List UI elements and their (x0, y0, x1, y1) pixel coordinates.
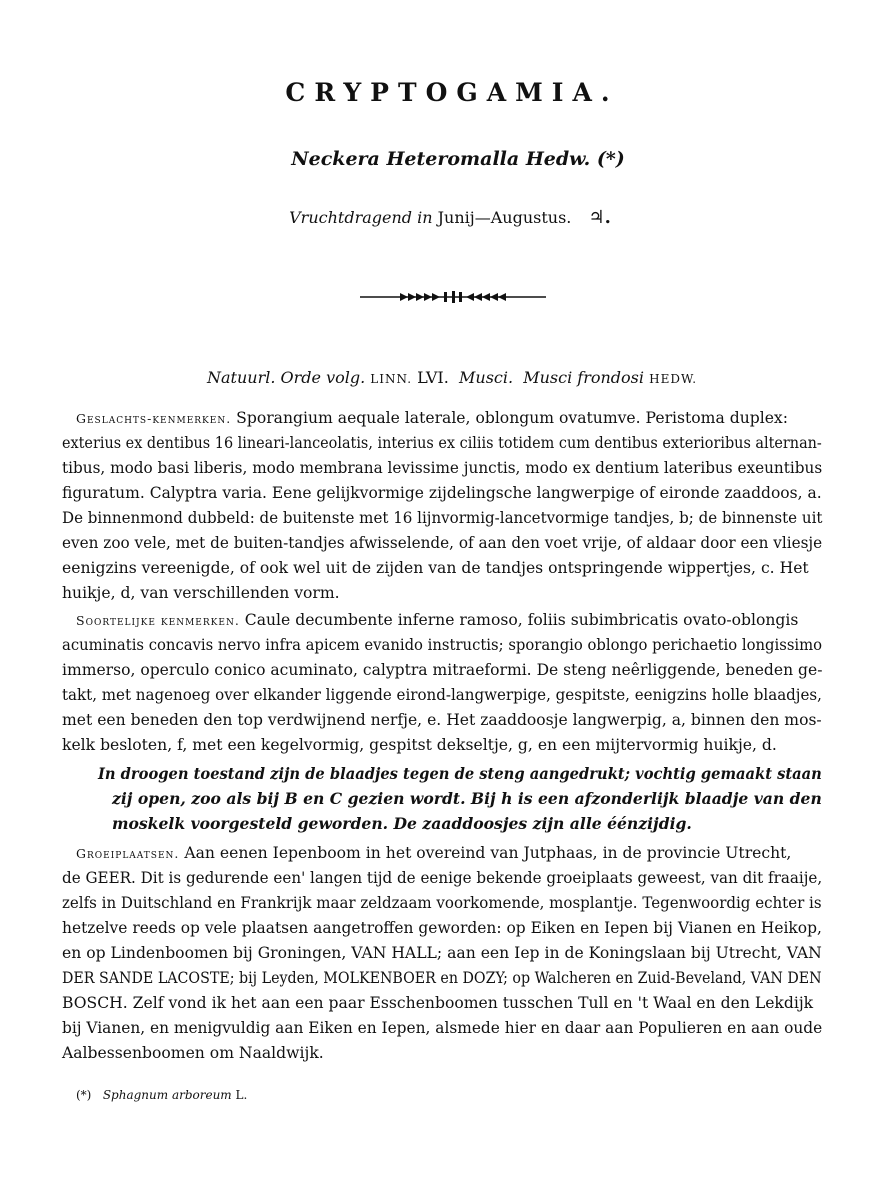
note-line-2: zij open, zoo als bij B en C gezien wordt. Bij h is een afzonderlijk blaadje van den (112, 789, 822, 808)
fruiting-months: Junij—Augustus. (437, 208, 572, 227)
genus-line-2: exterius ex dentibus 16 lineari-lanceolatis, interius ex ciliis totidem cum dentibus exterioribus alternan- (62, 434, 822, 452)
species-heading: Soortelijke kenmerken. (76, 613, 240, 628)
fruiting-period (0, 207, 886, 228)
habitat-heading: Groeiplaatsen. (76, 846, 180, 861)
note-line-3: moskelk voorgesteld geworden. De zaaddoosjes zijn alle éénzijdig. (112, 814, 692, 833)
genus-text: Sporangium aequale laterale, oblongum ovatumve. Peristoma duplex: (236, 409, 788, 427)
habitat-line-3: zelfs in Duitschland en Frankrijk maar zeldzaam voorkomende, mosplantje. Tegenwoordig echter is (62, 894, 822, 912)
species-line-3: immerso, operculo conico acuminato, calyptra mitraeformi. De steng neêrliggende, beneden ge- (62, 661, 823, 679)
genus-line-6: even zoo vele, met de buiten-tandjes afwisselende, of aan den voet vrije, of aldaar door een vliesje (62, 534, 823, 552)
genus-heading: Geslachts-kenmerken. (76, 411, 232, 426)
footnote-mark: (*) (76, 1088, 92, 1102)
habitat-text: Aan eenen Iepenboom in het overeind van Jutphaas, in de provincie Utrecht, (184, 844, 792, 862)
order-author-hedw: HEDW. (649, 372, 698, 386)
genus-line-7: eenigzins vereenigde, of ook wel uit de zijden van de tandjes ontspringende wippertjes, c. Het (62, 559, 809, 577)
page-title: CRYPTOGAMIA. (285, 78, 619, 107)
order-group: Musci. (459, 368, 514, 387)
habitat-line-9: Aalbessenboomen om Naaldwijk. (62, 1044, 324, 1062)
species-line-2: acuminatis concavis nervo infra apicem evanido instructis; sporangio oblongo perichaetio longissimo (62, 636, 823, 654)
genus-line-4: figuratum. Calyptra varia. Eene gelijkvormige zijdelingsche langwerpige of eironde zaaddoos, a. (62, 484, 822, 502)
natural-order (0, 368, 886, 387)
footnote-text: Sphagnum arboreum (102, 1088, 232, 1102)
habitat-line-2: de GEER. Dit is gedurende een' langen tijd de eenige bekende groeiplaats geweest, van dit fraaije, (62, 869, 823, 887)
footnote (76, 1088, 247, 1102)
order-subgroup: Musci frondosi (523, 368, 645, 387)
habitat-line-7: BOSCH. Zelf vond ik het aan een paar Esschenboomen tusschen Tull en 't Waal en den Lekdijk (62, 994, 814, 1012)
species-name: Neckera Heteromalla Hedw. (*) (291, 148, 625, 170)
fruiting-label: Vruchtdragend in (289, 208, 433, 227)
habitat-line-8: bij Vianen, en menigvuldig aan Eiken en Iepen, alsmede hier en daar aan Populieren en aan oude (62, 1019, 823, 1037)
habitat-line-4: hetzelve reeds op vele plaatsen aangetroffen geworden: op Eiken en Iepen bij Vianen en Heikop, (62, 919, 822, 937)
species-line-1 (76, 613, 798, 629)
footnote-author: L. (235, 1088, 248, 1102)
order-number: LVI. (417, 368, 449, 387)
genus-line-8: huikje, d, van verschillenden vorm. (62, 584, 340, 602)
genus-line-3: tibus, modo basi liberis, modo membrana levissime junctis, modo ex dentium lateribus exeuntibus (62, 459, 823, 477)
habitat-line-1 (76, 846, 791, 862)
ornament-divider-icon (360, 290, 546, 304)
note-line-1: In droogen toestand zijn de blaadjes tegen de steng aangedrukt; vochtig gemaakt staan (98, 764, 822, 783)
genus-line-5: De binnenmond dubbeld: de buitenste met 16 lijnvormig-lancetvormige tandjes, b; de binnenste uit (62, 509, 823, 527)
species-line-5: met een beneden den top verdwijnend nerfje, e. Het zaaddoosje langwerpig, a, binnen den mos- (62, 711, 822, 729)
genus-line-1 (76, 411, 788, 427)
species-line-4: takt, met nagenoeg over elkander liggende eirond-langwerpige, gespitste, eenigzins holle blaadjes, (62, 686, 822, 704)
habitat-line-5: en op Lindenboomen bij Groningen, VAN HALL; aan een Iep in de Koningslaan bij Utrecht, VAN (62, 944, 822, 962)
habitat-line-6: DER SANDE LACOSTE; bij Leyden, MOLKENBOER en DOZY; op Walcheren en Zuid-Beveland, VAN DEN (62, 969, 822, 987)
species-text: Caule decumbente inferne ramoso, foliis subimbricatis ovato-oblongis (244, 611, 799, 629)
order-label: Natuurl. Orde volg. (206, 368, 366, 387)
species-line-6: kelk besloten, f, met een kegelvormig, gespitst dekseltje, g, en een mijtervormig huikje, d. (62, 736, 777, 754)
perennial-symbol: ♃. (588, 207, 611, 228)
order-author-linn: LINN. (370, 372, 413, 386)
